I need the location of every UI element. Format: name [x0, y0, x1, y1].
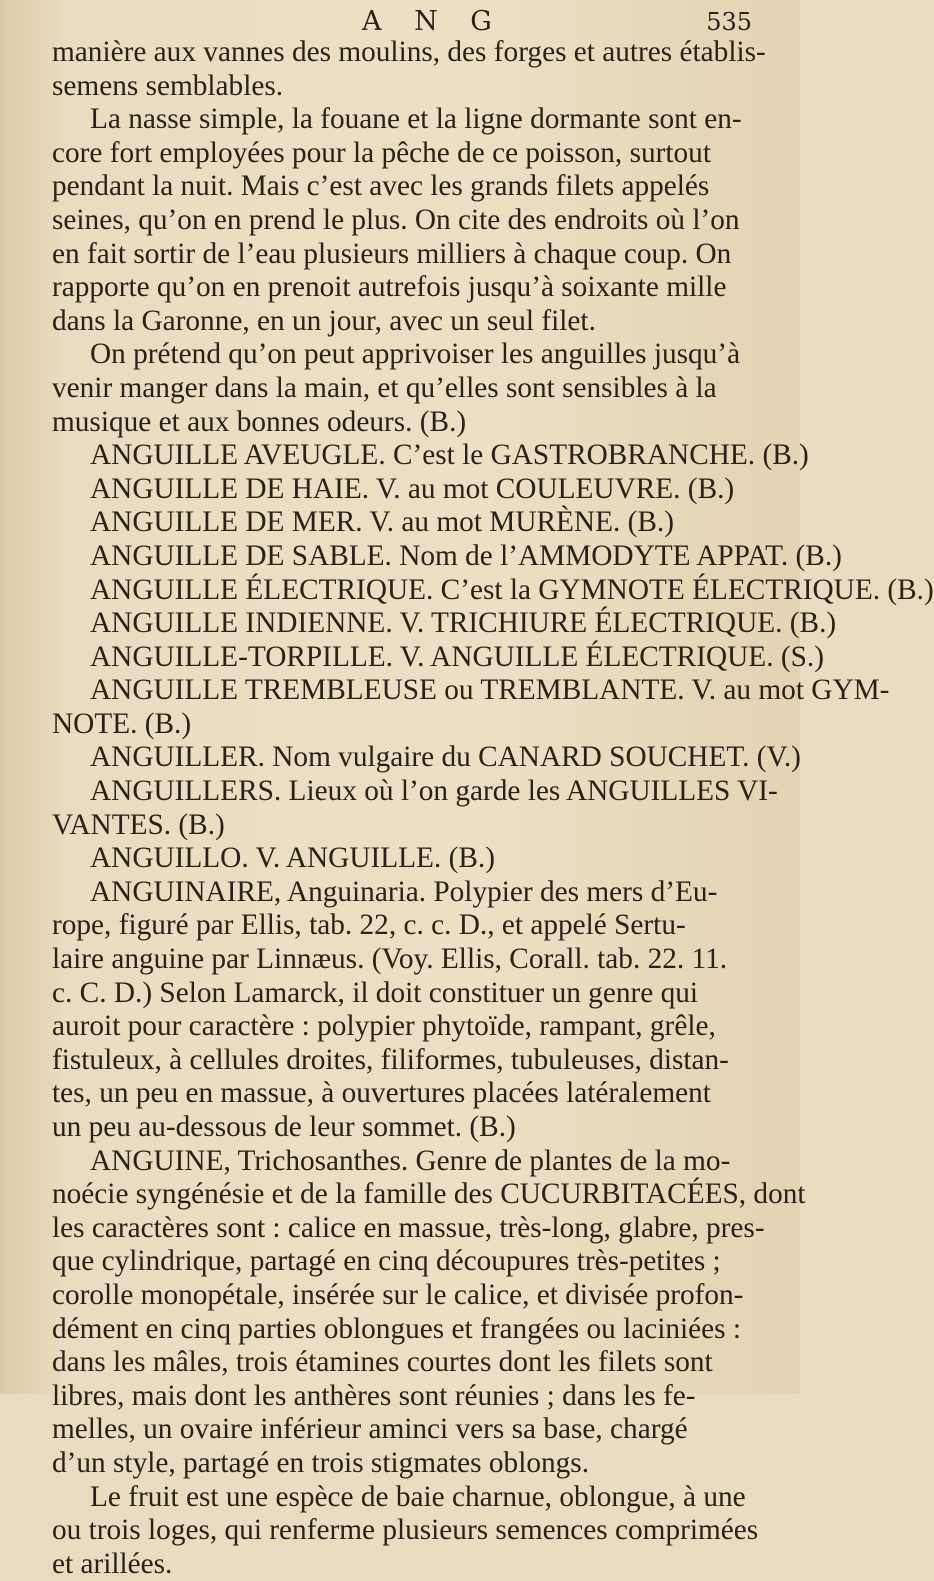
text-line: c. C. D.) Selon Lamarck, il doit constituer un genre qui [52, 976, 699, 1009]
text-line: pendant la nuit. Mais c’est avec les grands filets appelés [52, 170, 710, 203]
text-line: rope, figuré par Ellis, tab. 22, c. c. D., et appelé Sertu- [52, 909, 686, 942]
text-line: un peu au-dessous de leur sommet. (B.) [52, 1111, 516, 1143]
text-line: seines, qu’on en prend le plus. On cite des endroits où l’on [52, 203, 740, 236]
text-line: musique et aux bonnes odeurs. (B.) [52, 405, 467, 438]
text-line: rapporte qu’on en prenoit autrefois jusqu’à soixante mille [52, 271, 727, 304]
text-line: corolle monopétale, insérée sur le calice, et divisée profon- [52, 1278, 744, 1311]
page-number: 535 [706, 8, 752, 36]
text-line: ANGUILLERS. Lieux où l’on garde les ANGUILLES VI- [90, 775, 778, 808]
text-line: Le fruit est une espèce de baie charnue, oblongue, à une [90, 1480, 746, 1513]
running-head [52, 0, 762, 36]
text-line: La nasse simple, la fouane et la ligne dormante sont en- [90, 103, 742, 136]
text-line: libres, mais dont les anthères sont réunies ; dans les fe- [52, 1379, 696, 1412]
text-line: ANGUINAIRE, Anguinaria. Polypier des mers d’Eu- [90, 875, 718, 908]
text-line: laire anguine par Linnæus. (Voy. Ellis, Corall. tab. 22. 11. [52, 943, 728, 976]
text-line: NOTE. (B.) [52, 707, 192, 740]
text-line: VANTES. (B.) [52, 808, 225, 841]
text-line: melles, un ovaire inférieur aminci vers sa base, chargé [52, 1413, 688, 1446]
text-line: manière aux vannes des moulins, des forges et autres établis- [52, 36, 766, 68]
text-line: et arillées. [52, 1547, 173, 1580]
text-line: dans les mâles, trois étamines courtes dont les filets sont [52, 1346, 713, 1379]
text-line: ANGUILLE TREMBLEUSE ou TREMBLANTE. V. au mot GYM- [90, 674, 890, 707]
running-title: A N G [362, 6, 504, 37]
text-line: ANGUILLE INDIENNE. V. TRICHIURE ÉLECTRIQUE. (B.) [90, 607, 837, 640]
text-line: d’un style, partagé en trois stigmates oblongs. [52, 1446, 590, 1479]
text-line: tes, un peu en massue, à ouvertures placées latéralement [52, 1077, 711, 1110]
text-line: ANGUILLE DE HAIE. V. au mot COULEUVRE. (B.) [90, 472, 735, 505]
text-line: ANGUILLE ÉLECTRIQUE. C’est la GYMNOTE ÉLECTRIQUE. (B.) [90, 573, 934, 606]
text-line: fistuleux, à cellules droites, filiformes, tubuleuses, distan- [52, 1043, 729, 1076]
body-text [52, 36, 934, 1581]
text-line: en fait sortir de l’eau plusieurs milliers à chaque coup. On [52, 237, 732, 270]
text-line: auroit pour caractère : polypier phytoïde, rampant, grêle, [52, 1010, 716, 1043]
text-line: ANGUILLE AVEUGLE. C’est le GASTROBRANCHE. (B.) [90, 439, 809, 472]
text-line: ou trois loges, qui renferme plusieurs semences comprimées [52, 1514, 759, 1547]
text-line: core fort employées pour la pêche de ce poisson, surtout [52, 136, 711, 169]
text-line: ANGUILLO. V. ANGUILLE. (B.) [90, 842, 495, 875]
text-line: venir manger dans la main, et qu’elles sont sensibles à la [52, 371, 717, 404]
text-line: dément en cinq parties oblongues et frangées ou laciniées : [52, 1312, 742, 1345]
text-line: ANGUINE, Trichosanthes. Genre de plantes de la mo- [90, 1144, 731, 1177]
text-line: dans la Garonne, en un jour, avec un seul filet. [52, 304, 596, 337]
text-line: On prétend qu’on peut apprivoiser les anguilles jusqu’à [90, 338, 741, 371]
text-line: les caractères sont : calice en massue, très-long, glabre, pres- [52, 1211, 765, 1244]
text-line: ANGUILLE-TORPILLE. V. ANGUILLE ÉLECTRIQUE. (S.) [90, 640, 824, 673]
text-line: semens semblables. [52, 69, 284, 102]
text-line: noécie syngénésie et de la famille des CUCURBITACÉES, dont [52, 1178, 806, 1211]
text-line: ANGUILLE DE SABLE. Nom de l’AMMODYTE APPAT. (B.) [90, 539, 842, 572]
text-line: ANGUILLE DE MER. V. au mot MURÈNE. (B.) [90, 506, 675, 539]
text-line: ANGUILLER. Nom vulgaire du CANARD SOUCHET. (V.) [90, 741, 801, 774]
text-line: que cylindrique, partagé en cinq découpures très-petites ; [52, 1245, 721, 1278]
